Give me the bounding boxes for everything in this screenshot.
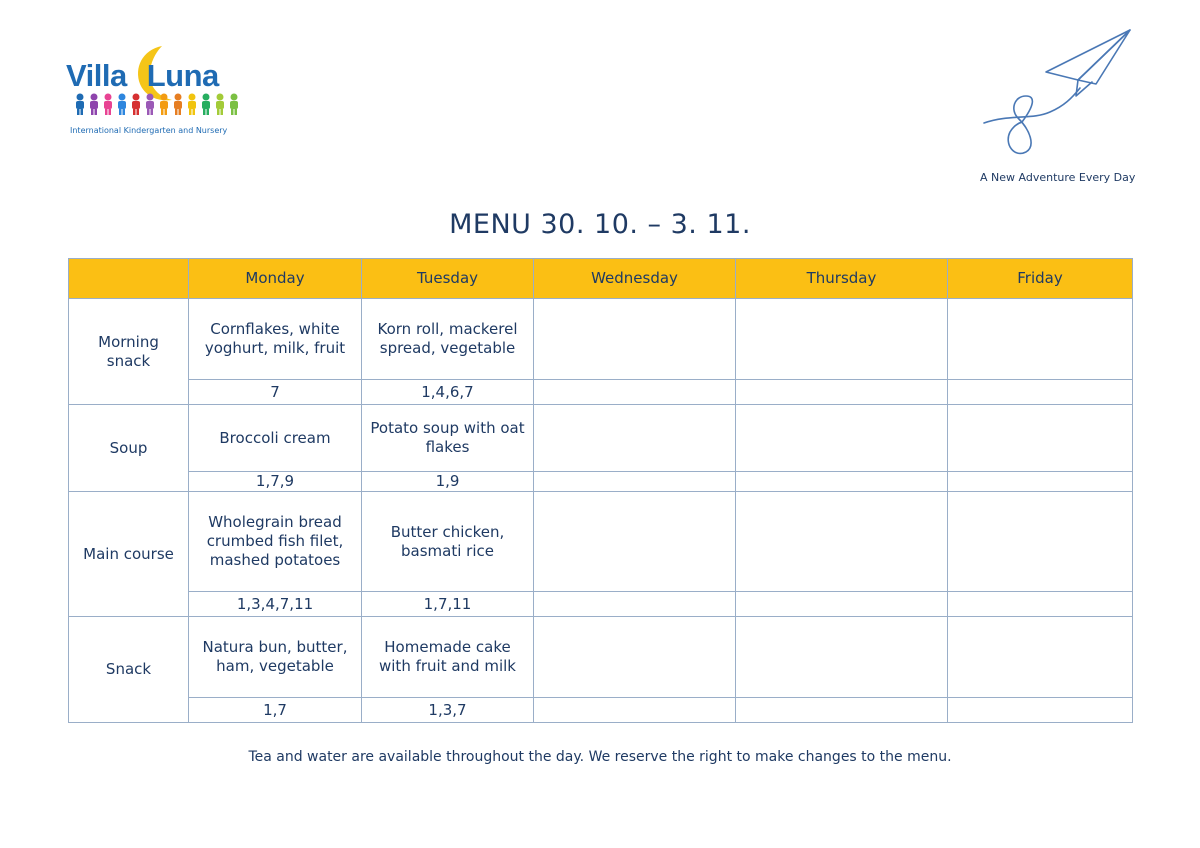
villa-luna-logo <box>66 44 246 140</box>
dish-thursday <box>736 405 948 472</box>
logo-name-luna: Luna <box>146 58 219 93</box>
header-corner <box>69 259 189 299</box>
allergen-row <box>69 380 1133 405</box>
allergen-tuesday: 1,3,7 <box>362 698 534 723</box>
dish-monday: Cornflakes, white yoghurt, milk, fruit <box>189 299 362 380</box>
header-monday: Monday <box>189 259 362 299</box>
allergen-thursday <box>736 698 948 723</box>
paper-plane-icon <box>980 26 1140 161</box>
allergen-wednesday <box>534 698 736 723</box>
logo-name-villa: Villa <box>66 58 127 93</box>
dish-tuesday: Butter chicken, basmati rice <box>362 492 534 592</box>
dish-friday <box>948 492 1133 592</box>
dish-friday <box>948 617 1133 698</box>
allergen-friday <box>948 472 1133 492</box>
footnote: Tea and water are available throughout the day. We reserve the right to make changes to the menu. <box>248 749 952 765</box>
logo-title <box>66 58 219 94</box>
allergen-thursday <box>736 592 948 617</box>
allergen-row <box>69 472 1133 492</box>
table-row <box>69 617 1133 698</box>
children-icon <box>72 92 240 116</box>
header-thursday: Thursday <box>736 259 948 299</box>
allergen-friday <box>948 380 1133 405</box>
header-friday: Friday <box>948 259 1133 299</box>
dish-thursday <box>736 299 948 380</box>
allergen-row <box>69 698 1133 723</box>
row-label-morning-snack: Morning snack <box>69 299 189 405</box>
allergen-wednesday <box>534 380 736 405</box>
allergen-friday <box>948 698 1133 723</box>
allergen-monday: 1,7 <box>189 698 362 723</box>
allergen-friday <box>948 592 1133 617</box>
dish-monday: Wholegrain bread crumbed fish filet, mashed potatoes <box>189 492 362 592</box>
allergen-wednesday <box>534 472 736 492</box>
header-tuesday: Tuesday <box>362 259 534 299</box>
table-row <box>69 492 1133 592</box>
allergen-monday: 1,3,4,7,11 <box>189 592 362 617</box>
allergen-row <box>69 592 1133 617</box>
allergen-tuesday: 1,9 <box>362 472 534 492</box>
allergen-wednesday <box>534 592 736 617</box>
dish-tuesday: Korn roll, mackerel spread, vegetable <box>362 299 534 380</box>
allergen-monday: 1,7,9 <box>189 472 362 492</box>
page-title: MENU 30. 10. – 3. 11. <box>449 209 751 240</box>
allergen-thursday <box>736 380 948 405</box>
row-label-main-course: Main course <box>69 492 189 617</box>
allergen-thursday <box>736 472 948 492</box>
dish-wednesday <box>534 299 736 380</box>
table-row <box>69 299 1133 380</box>
dish-wednesday <box>534 617 736 698</box>
allergen-monday: 7 <box>189 380 362 405</box>
dish-tuesday: Potato soup with oat flakes <box>362 405 534 472</box>
tagline: A New Adventure Every Day <box>980 171 1136 184</box>
dish-wednesday <box>534 405 736 472</box>
table-row <box>69 405 1133 472</box>
menu-table <box>68 258 1133 723</box>
row-label-soup: Soup <box>69 405 189 492</box>
dish-tuesday: Homemade cake with fruit and milk <box>362 617 534 698</box>
logo-subtitle: International Kindergarten and Nursery <box>70 126 228 135</box>
header-row <box>69 259 1133 299</box>
dish-friday <box>948 299 1133 380</box>
header-wednesday: Wednesday <box>534 259 736 299</box>
row-label-snack: Snack <box>69 617 189 723</box>
dish-thursday <box>736 492 948 592</box>
allergen-tuesday: 1,4,6,7 <box>362 380 534 405</box>
dish-friday <box>948 405 1133 472</box>
dish-monday: Broccoli cream <box>189 405 362 472</box>
allergen-tuesday: 1,7,11 <box>362 592 534 617</box>
dish-thursday <box>736 617 948 698</box>
dish-wednesday <box>534 492 736 592</box>
dish-monday: Natura bun, butter, ham, vegetable <box>189 617 362 698</box>
